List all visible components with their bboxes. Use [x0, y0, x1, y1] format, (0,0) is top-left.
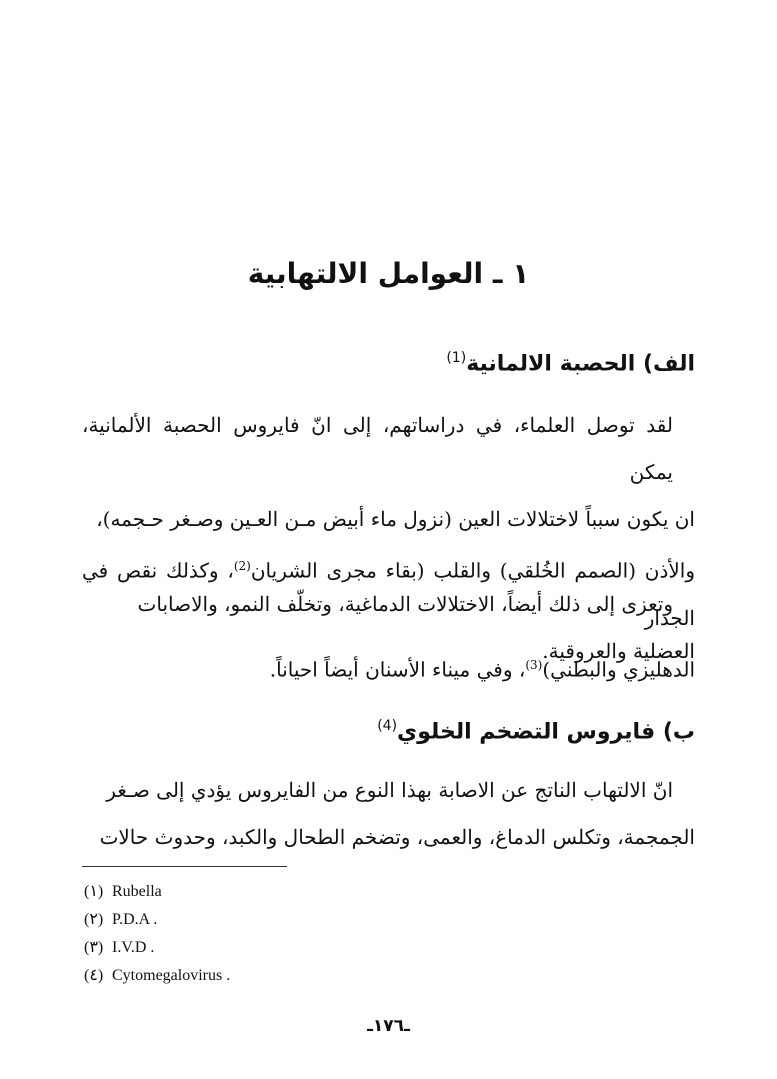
cmv-paragraph — [82, 767, 695, 861]
footnote-ref-3: (3) — [525, 657, 543, 672]
footnote-text: P.D.A . — [112, 911, 158, 928]
footnote-number: (٤) — [84, 967, 104, 984]
footnote-number: (٣) — [84, 939, 104, 956]
footnote-text: Rubella — [112, 883, 162, 900]
footnote-item — [84, 906, 484, 934]
footnote-item — [84, 878, 484, 906]
footnote-ref-2: (2) — [233, 559, 251, 573]
rubella-line-4-text: الدهليزي والبطني) — [542, 657, 695, 682]
chapter-title: ١ ـ العوامل الالتهابية — [247, 257, 530, 290]
footnote-item — [84, 934, 484, 962]
footnote-ref-4: (4) — [377, 718, 398, 734]
rubella-paragraph-2 — [82, 581, 695, 675]
cmv-line-2: الجمجمة، وتكلس الدماغ، والعمى، وتضخم الطحال والكبد، وحدوث حالات — [99, 825, 695, 849]
section-heading-cmv-text: ب) فايروس التضخم الخلوي — [397, 719, 695, 745]
section-heading-rubella — [82, 340, 695, 382]
footnote-text: Cytomegalovirus . — [112, 967, 231, 984]
rubella-line-1: لقد توصل العلماء، في دراساتهم، إلى انّ فايروس الحصبة الألمانية، يمكن — [82, 413, 673, 484]
section-heading-rubella-text: الف) الحصبة الالمانية — [466, 351, 695, 377]
footnote-item — [84, 962, 484, 990]
rubella-p2-line-2: العضلية والعروقية. — [542, 639, 695, 663]
cmv-line-1: انّ الالتهاب الناتج عن الاصابة بهذا النوع من الفايروس يؤدي إلى صـغر — [106, 778, 673, 802]
footnote-number: (٢) — [84, 911, 104, 928]
rubella-line-2: ان يكون سبباً لاختلالات العين (نزول ماء أبيض مـن العـين وصـغر حـجمه)، — [96, 507, 695, 531]
rubella-line-4-end: ، وفي ميناء الأسنان أيضاً احياناً. — [269, 657, 526, 682]
footnote-number: (١) — [84, 883, 104, 900]
footnotes-list — [84, 878, 484, 990]
footnote-ref-1: (1) — [446, 350, 467, 366]
rubella-line-3-text: والأذن (الصمم الخُلقي) والقلب (بقاء مجرى الشريان — [250, 558, 695, 583]
section-heading-cmv — [82, 708, 695, 750]
footnote-text: I.V.D . — [112, 939, 155, 956]
rubella-line-3-end: ، وكذلك نقص في الجدار — [82, 558, 695, 630]
footnote-divider — [82, 866, 287, 867]
page-number: ـ١٧٦ـ — [367, 1016, 410, 1036]
rubella-p2-line-1: وتعزى إلى ذلك أيضاً، الاختلالات الدماغية، وتخلّف النمو، والاصابات — [137, 592, 673, 616]
